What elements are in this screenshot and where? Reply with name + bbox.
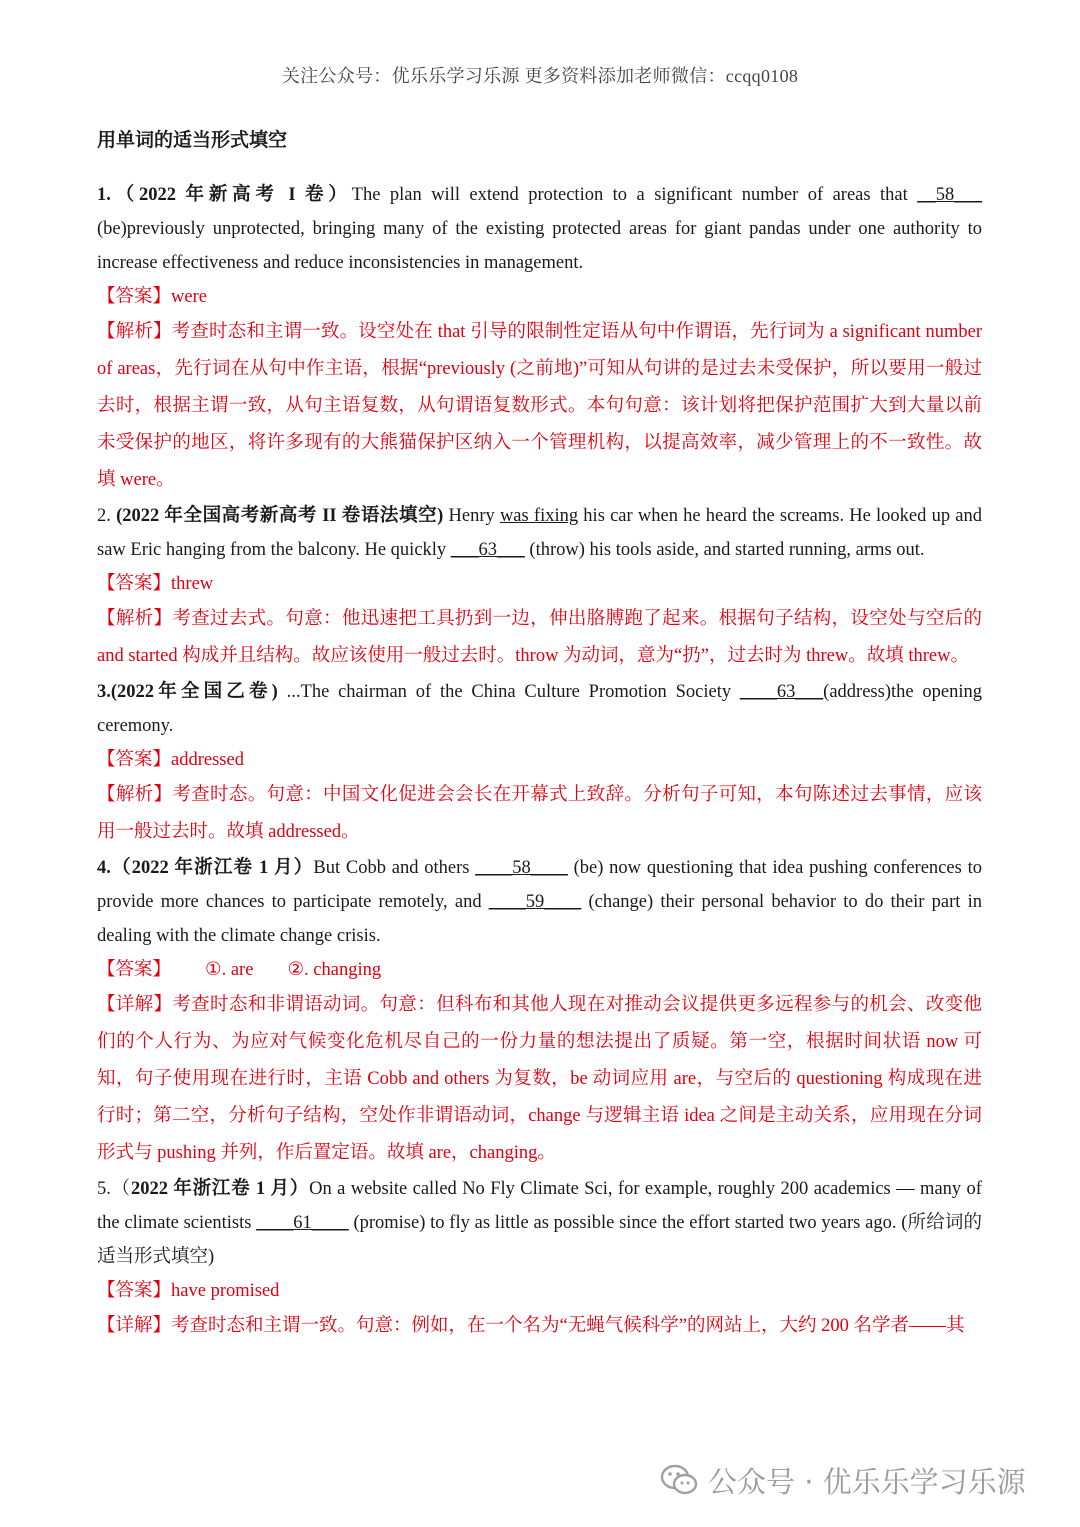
answer-blank: ____59____: [488, 892, 582, 912]
underlined-phrase: was fixing: [499, 506, 579, 526]
answer-value: ②. changing: [287, 960, 382, 980]
explanation: 【详解】考查时态和非谓语动词。句意：但科布和其他人现在对推动会议提供更多远程参与的机会、改变他们的个人行为、为应对气候变化危机尽自己的一份力量的想法提出了质疑。第一空，根据时间状语 now 可知，句子使用现在进行时，主语 Cobb and others 为复数，be 动词应用 are，与空后的 questioning 构成现在进行时；第二空，分析句子结构，空处作非谓语动词，change 与逻辑主语 idea 之间是主动关系，应用现在分词形式与 pushing 并列，作后置定语。故填 are，changing。: [97, 995, 982, 1163]
watermark-text: 公众号 · 优乐乐学习乐源: [708, 1464, 1026, 1499]
question-tag: 2022 年浙江卷 1 月）: [130, 1179, 310, 1199]
watermark: [660, 1456, 1026, 1504]
answer-value: were: [171, 287, 207, 307]
question-tag: 4.（2022 年浙江卷 1 月）: [97, 858, 314, 878]
question-item-1: [97, 178, 982, 499]
question-text: 1.（2022 年新高考 I 卷）The plan will extend protection to a significant number of areas that __58___ (be)previously unprotected, bringing many of the existing protected areas for giant pandas under one authority to increase effectiveness and reduce inconsistencies in management.: [97, 185, 982, 273]
question-item-5: [97, 1172, 982, 1345]
explanation: 【解析】考查时态和主谓一致。设空处在 that 引导的限制性定语从句中作谓语，先行词为 a significant number of areas，先行词在从句中作主语，根据“previously (之前地)”可知从句讲的是过去未受保护，所以要用一般过去时，根据主谓一致，从句主语复数，从句谓语复数形式。本句句意：该计划将把保护范围扩大到大量以前未受保护的地区，将许多现有的大熊猫保护区纳入一个管理机构，以提高效率，减少管理上的不一致性。故填 were。: [97, 322, 982, 490]
question-item-2: [97, 499, 982, 675]
answer-blank: ____63___: [739, 682, 824, 702]
document-body: [97, 124, 982, 1345]
question-text: 5.（2022 年浙江卷 1 月）On a website called No Fly Climate Sci, for example, roughly 200 academics — many of the climate scientists ____61____ (promise) to fly as little as possible since the effort started two years ago. (所给词的适当形式填空): [97, 1179, 982, 1267]
answer-value: have promised: [171, 1281, 280, 1301]
answer-blank: __58___: [917, 185, 982, 205]
question-tag: 3.(2022年全国乙卷): [97, 682, 278, 702]
wechat-icon: [660, 1464, 698, 1496]
section-title: 用单词的适当形式填空: [97, 130, 288, 151]
question-text: 4.（2022 年浙江卷 1 月）But Cobb and others ____58____ (be) now questioning that idea pushing conferences to provide more chances to participate remotely, and ____59____ (change) their personal behavior to do their part in dealing with the climate change crisis.: [97, 858, 982, 946]
question-text: 3.(2022年全国乙卷) ...The chairman of the China Culture Promotion Society ____63___(address)the opening ceremony.: [97, 682, 982, 736]
question-item-3: [97, 675, 982, 851]
question-tag: (2022 年全国高考新高考 II 卷语法填空): [116, 506, 444, 526]
question-tag: 1.（2022 年新高考 I 卷）: [97, 185, 352, 205]
page-header: 关注公众号：优乐乐学习乐源 更多资料添加老师微信：ccqq0108: [281, 66, 799, 86]
question-item-4: [97, 851, 982, 1172]
answer-value: threw: [171, 574, 214, 594]
explanation: 【详解】考查时态和主谓一致。句意：例如，在一个名为“无蝇气候科学”的网站上，大约 200 名学者——其: [97, 1316, 965, 1336]
explanation: 【解析】考查时态。句意：中国文化促进会会长在开幕式上致辞。分析句子可知，本句陈述过去事情，应该用一般过去时。故填 addressed。: [97, 785, 982, 842]
answer-blank: ____61____: [256, 1213, 349, 1233]
answer-blank: ____58____: [475, 858, 568, 878]
answer-line: 【答案】threw: [97, 574, 214, 594]
answer-value: ①. are: [205, 960, 254, 980]
explanation: 【解析】考查过去式。句意：他迅速把工具扔到一边，伸出胳膊跑了起来。根据句子结构，设空处与空后的 and started 构成并且结构。故应该使用一般过去时。throw 为动词，意为“扔”，过去时为 threw。故填 threw。: [97, 609, 982, 666]
answer-line: 【答案】 ①. are ②. changing: [97, 960, 382, 980]
answer-value: addressed: [171, 750, 244, 770]
question-text: 2. (2022 年全国高考新高考 II 卷语法填空) Henry was fixing his car when he heard the screams. He looked up and saw Eric hanging from the balcony. He quickly ___63___ (throw) his tools aside, and started running, arms out.: [97, 506, 982, 560]
answer-blank: ___63___: [450, 540, 525, 560]
answer-line: 【答案】were: [97, 287, 207, 307]
answer-line: 【答案】addressed: [97, 750, 244, 770]
answer-line: 【答案】have promised: [97, 1281, 280, 1301]
